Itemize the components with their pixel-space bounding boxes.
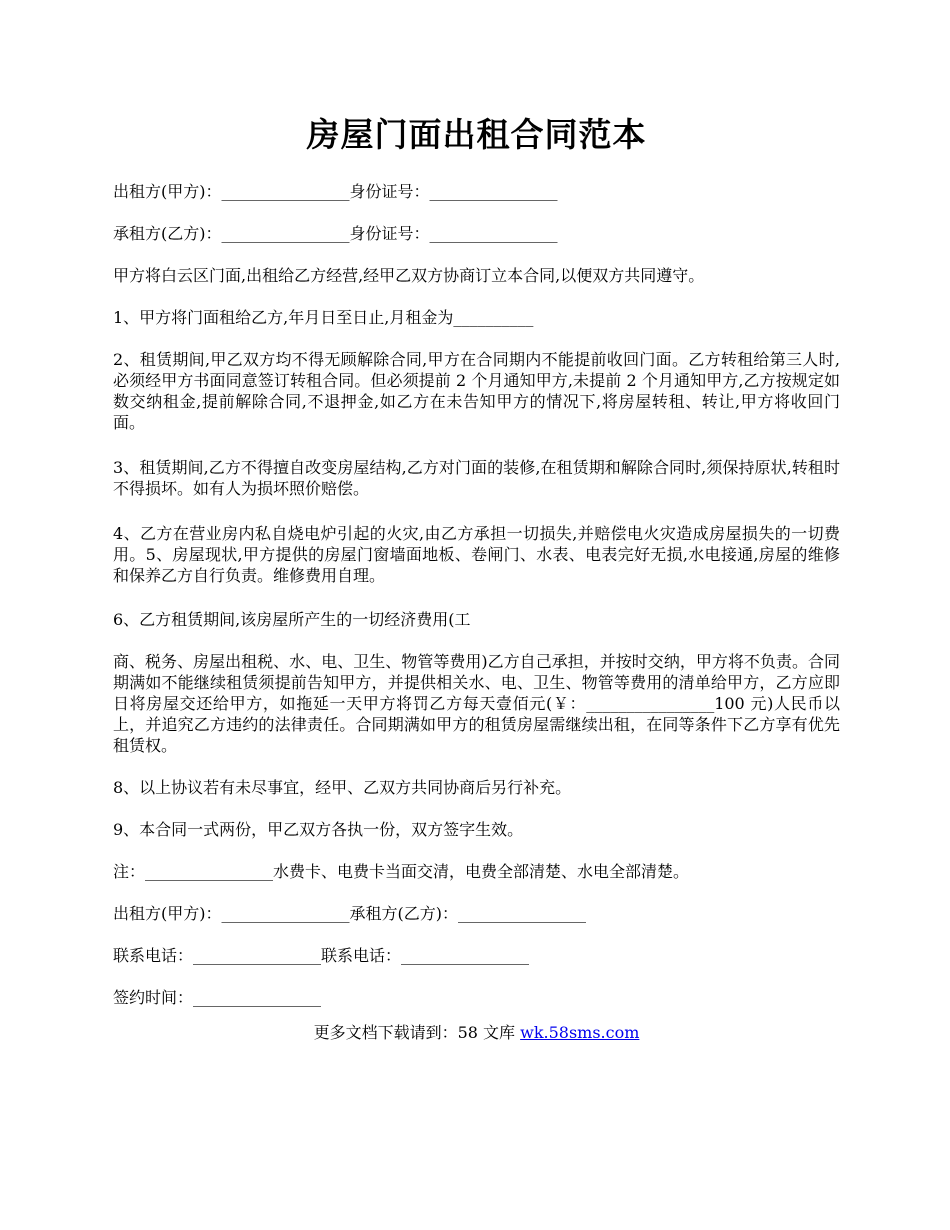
clause-2: 2、租赁期间,甲乙双方均不得无顾解除合同,甲方在合同期内不能提前收回门面。乙方转租给第三人时,必须经甲方书面同意签订转租合同。但必须提前 2 个月通知甲方,未提前 2 个月通知甲方,乙方按规定如数交纳租金,提前解除合同,不退押金,如乙方在未告知甲方的情况下,将房屋转租、转让,甲方将收回门面。 (113, 350, 840, 432)
document-title: 房屋门面出租合同范本 (306, 115, 647, 154)
contact-phone-line: 联系电话：________________联系电话：________________ (113, 946, 530, 965)
clause-3: 3、租赁期间,乙方不得擅自改变房屋结构,乙方对门面的装修,在租赁期和解除合同时,须保持原状,转租时不得损坏。如有人为损坏照价赔偿。 (113, 458, 840, 498)
lessor-line: 出租方(甲方)：________________身份证号：________________ (113, 182, 558, 201)
clause-6-continued: 商、税务、房屋出租税、水、电、卫生、物管等费用)乙方自己承担，并按时交纳，甲方将不负责。合同期满如不能继续租赁须提前告知甲方，并提供相关水、电、卫生、物管等费用的清单给甲方，乙方应即日将房屋交还给甲方，如拖延一天甲方将罚乙方每天壹佰元(￥：________________100 元)人民币以上，并追究乙方违约的法律责任。合同期满如甲方的租赁房屋需继续出租，在同等条件下乙方享有优先租赁权。 (113, 652, 840, 755)
footer-text: 更多文档下载请到：58 文库 (313, 1023, 521, 1042)
clause-6: 6、乙方租赁期间,该房屋所产生的一切经济费用(工 (113, 610, 471, 629)
intro-paragraph: 甲方将白云区门面,出租给乙方经营,经甲乙双方协商订立本合同,以便双方共同遵守。 (113, 266, 705, 285)
clause-4-5: 4、乙方在营业房内私自烧电炉引起的火灾,由乙方承担一切损失,并赔偿电火灾造成房屋损失的一切费用。5、房屋现状,甲方提供的房屋门窗墙面地板、卷闸门、水表、电表完好无损,水电接通,房屋的维修和保养乙方自行负责。维修费用自理。 (113, 524, 840, 585)
lessee-line: 承租方(乙方)：________________身份证号：________________ (113, 224, 558, 243)
clause-8: 8、以上协议若有未尽事宜，经甲、乙双方共同协商后另行补充。 (113, 778, 572, 797)
footer-link[interactable]: wk.58sms.com (520, 1023, 640, 1042)
signing-date-line: 签约时间：________________ (113, 988, 322, 1007)
clause-9: 9、本合同一式两份，甲乙双方各执一份，双方签字生效。 (113, 820, 524, 839)
footer (113, 1022, 840, 1044)
signature-parties-line: 出租方(甲方)：________________承租方(乙方)：________________ (113, 904, 586, 923)
note-line: 注：________________水费卡、电费卡当面交清，电费全部清楚、水电全部清楚。 (113, 862, 690, 881)
clause-1: 1、甲方将门面租给乙方,年月日至日止,月租金为__________ (113, 308, 534, 327)
